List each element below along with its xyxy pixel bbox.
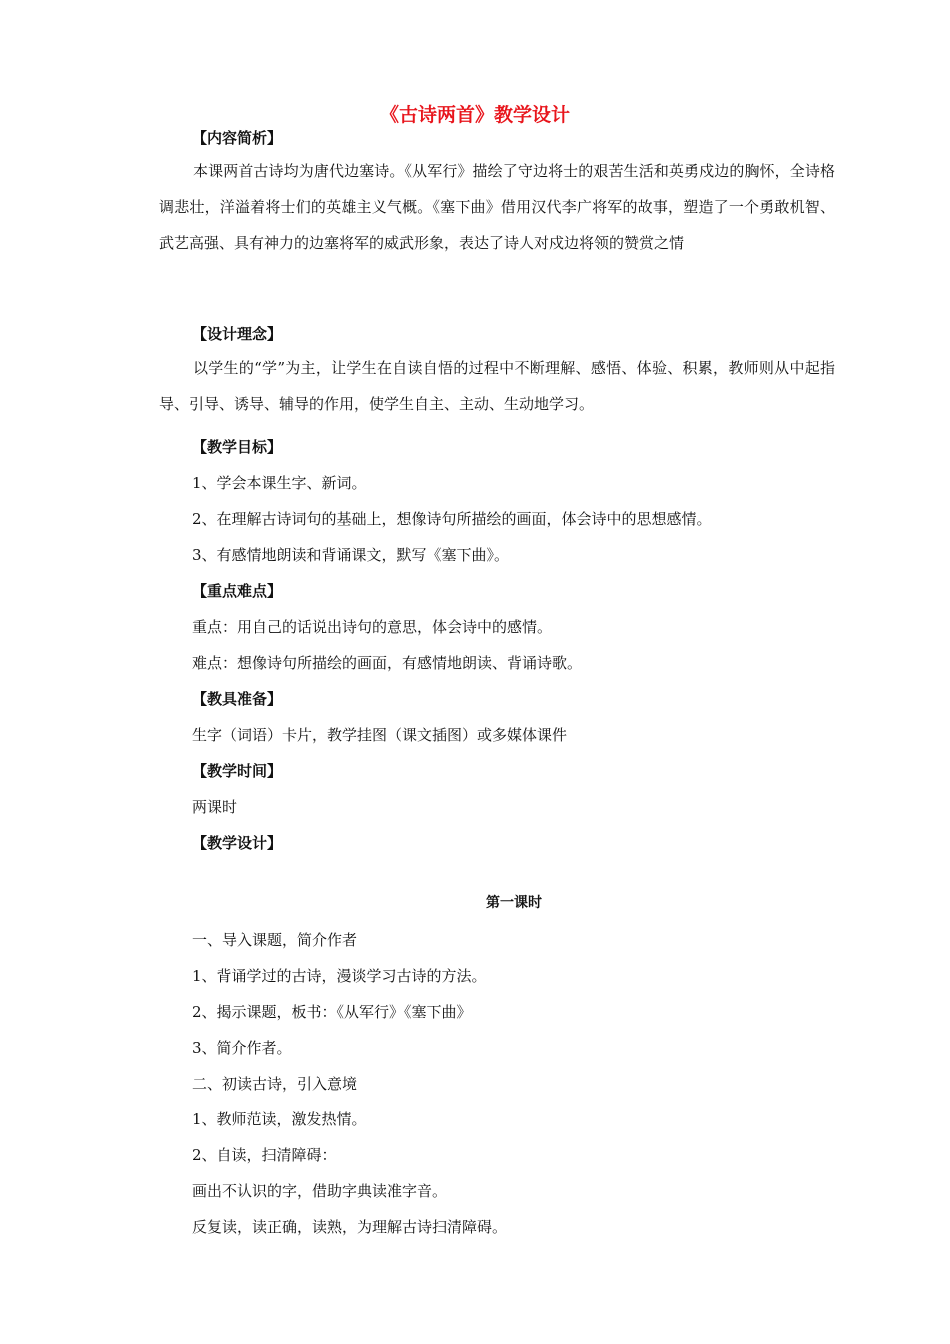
section-heading-content: 【内容简析】 [192, 129, 283, 147]
lesson-line: 1、教师范读，激发热情。 [192, 1110, 367, 1128]
section-heading-goals: 【教学目标】 [192, 438, 283, 456]
section-heading-concept: 【设计理念】 [192, 325, 283, 343]
lesson-line: 2、自读，扫清障碍： [192, 1146, 337, 1164]
lesson-line: 2、揭示课题，板书：《从军行》《塞下曲》 [192, 1003, 472, 1021]
goal-item: 2、在理解古诗词句的基础上，想像诗句所描绘的画面，体会诗中的思想感情。 [192, 510, 712, 528]
lesson-line: 1、背诵学过的古诗，漫谈学习古诗的方法。 [192, 967, 487, 985]
document-title: 《古诗两首》教学设计 [379, 104, 570, 126]
lesson-line: 一、导入课题，简介作者 [192, 931, 358, 949]
lesson-line: 二、初读古诗，引入意境 [192, 1075, 358, 1093]
section-heading-design: 【教学设计】 [192, 834, 283, 852]
goal-item: 1、学会本课生字、新词。 [192, 474, 367, 492]
lesson-line: 画出不认识的字，借助字典读准字音。 [192, 1182, 448, 1200]
key-point: 重点：用自己的话说出诗句的意思，体会诗中的感情。 [192, 618, 553, 636]
lesson-line: 反复读，读正确，读熟，为理解古诗扫清障碍。 [192, 1218, 508, 1236]
difficult-point: 难点：想像诗句所描绘的画面，有感情地朗读、背诵诗歌。 [192, 654, 583, 672]
section-heading-time: 【教学时间】 [192, 762, 283, 780]
time-text: 两课时 [192, 798, 238, 816]
section-heading-key: 【重点难点】 [192, 582, 283, 600]
lesson-heading: 第一课时 [486, 895, 542, 911]
tools-text: 生字（词语）卡片，教学挂图（课文插图）或多媒体课件 [192, 726, 568, 744]
content-paragraph: 本课两首古诗均为唐代边塞诗。《从军行》描绘了守边将士的艰苦生活和英勇戍边的胸怀，全诗格调悲壮，洋溢着将士们的英雄主义气概。《塞下曲》借用汉代李广将军的故事，塑造了一个勇敢机智、武艺高强、具有神力的边塞将军的威武形象，表达了诗人对戍边将领的赞赏之情 [159, 162, 835, 252]
section-heading-tools: 【教具准备】 [192, 690, 283, 708]
goal-item: 3、有感情地朗读和背诵课文，默写《塞下曲》。 [192, 546, 510, 564]
lesson-line: 3、简介作者。 [192, 1039, 292, 1057]
concept-paragraph: 以学生的“学”为主，让学生在自读自悟的过程中不断理解、感悟、体验、积累，教师则从中起指导、引导、诱导、辅导的作用，使学生自主、主动、生动地学习。 [159, 359, 835, 413]
